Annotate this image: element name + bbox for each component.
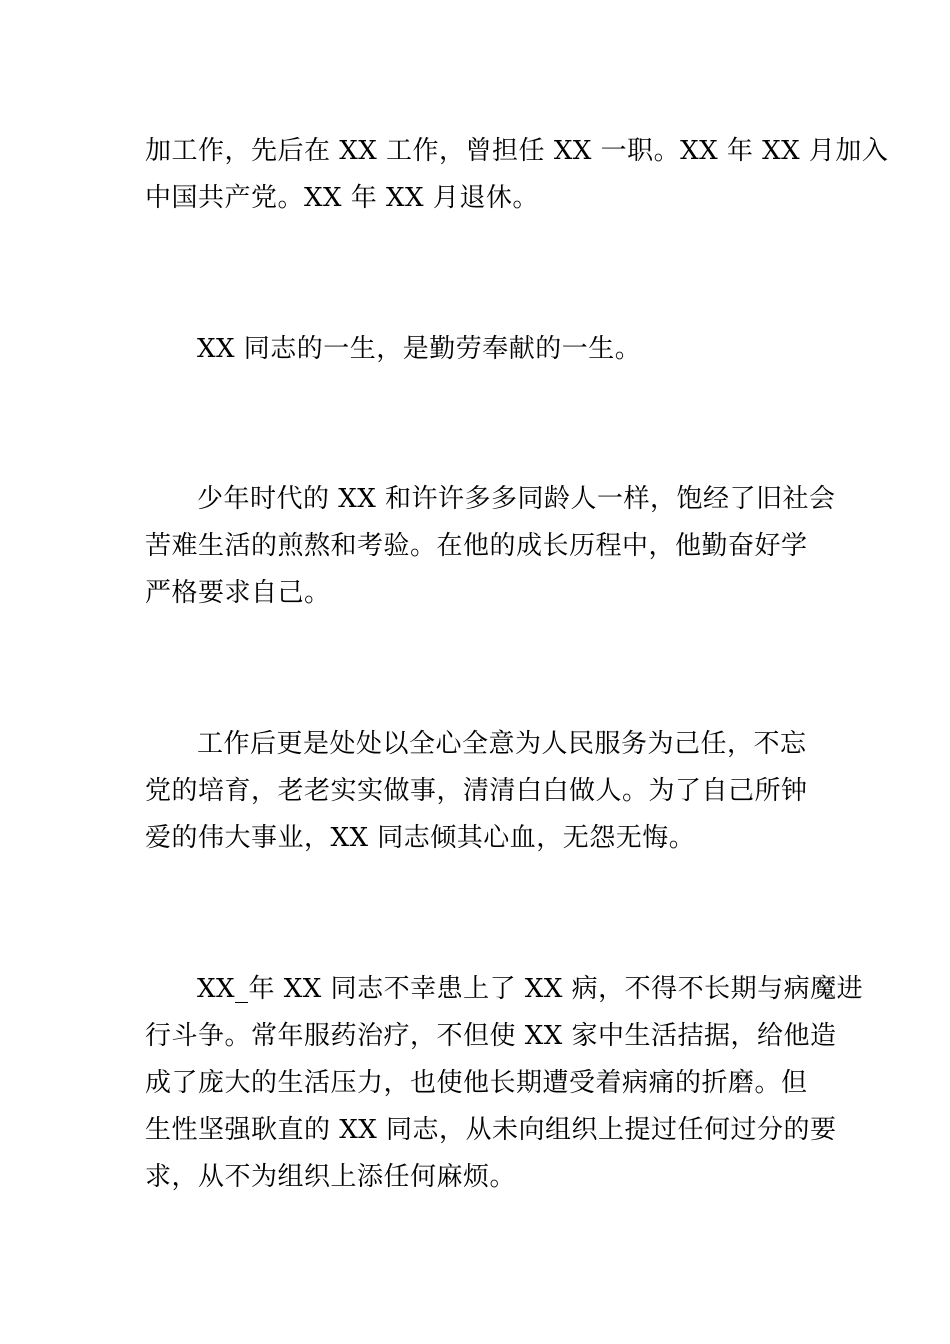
- text-line: 爱的伟大事业，XX 同志倾其心血，无怨无悔。: [145, 823, 696, 853]
- text-line: 苦难生活的煎熬和考验。在他的成长历程中，他勤奋好学: [145, 531, 808, 561]
- text-line: 党的培育，老老实实做事，清清白白做人。为了自己所钟: [145, 776, 808, 806]
- text-line: 加工作，先后在 XX 工作，曾担任 XX 一职。XX 年 XX 月加入: [145, 136, 889, 166]
- text-line: 行斗争。常年服药治疗，不但使 XX 家中生活拮据，给他造: [145, 1021, 837, 1051]
- text-line: XX 同志的一生，是勤劳奉献的一生。: [197, 334, 642, 364]
- text-line: XX_年 XX 同志不幸患上了 XX 病，不得不长期与病魔进: [197, 974, 864, 1004]
- paragraph-youth: [145, 476, 836, 617]
- text-line: 严格要求自己。: [145, 578, 331, 608]
- text-line: 生性坚强耿直的 XX 同志，从未向组织上提过任何过分的要: [145, 1115, 837, 1145]
- text-line: 工作后更是处处以全心全意为人民服务为己任，不忘: [197, 729, 807, 759]
- paragraph-illness: [145, 966, 864, 1201]
- text-line: 中国共产党。XX 年 XX 月退休。: [145, 183, 539, 213]
- paragraph-dedication: [145, 326, 810, 373]
- paragraph-career: [145, 721, 810, 862]
- paragraph-work-history: [145, 128, 889, 222]
- text-line: 成了庞大的生活压力，也使他长期遭受着病痛的折磨。但: [145, 1068, 808, 1098]
- text-line: 少年时代的 XX 和许许多多同龄人一样，饱经了旧社会: [197, 484, 836, 514]
- text-line: 求，从不为组织上添任何麻烦。: [145, 1162, 517, 1192]
